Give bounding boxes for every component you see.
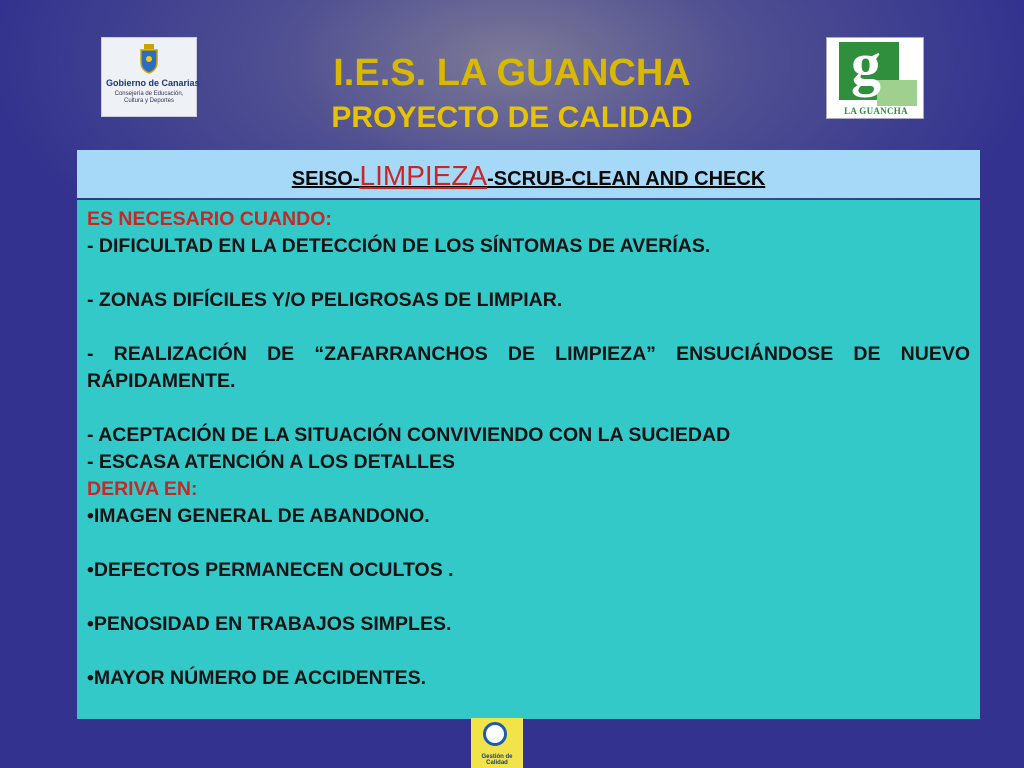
logo-left-name: Gobierno de Canarias bbox=[106, 78, 200, 88]
section-label-deriva: DERIVA EN: bbox=[87, 478, 198, 500]
logo-left-text: Consejería de Educación, Cultura y Deportes bbox=[114, 91, 184, 104]
list-item: - ZONAS DIFÍCILES Y/O PELIGROSAS DE LIMPIAR. bbox=[87, 289, 563, 311]
panel-body bbox=[77, 200, 980, 719]
badge-label: Gestión de Calidad bbox=[481, 754, 513, 766]
logo-letter: g bbox=[851, 37, 881, 97]
list-item: - DIFICULTAD EN LA DETECCIÓN DE LOS SÍNTOMAS DE AVERÍAS. bbox=[87, 235, 711, 257]
spacer bbox=[87, 314, 970, 341]
logo-right-name: LA GUANCHA bbox=[844, 106, 908, 116]
la-guancha-logo bbox=[826, 37, 924, 119]
spacer bbox=[87, 584, 970, 611]
spacer bbox=[87, 638, 970, 665]
heading-text bbox=[77, 160, 980, 192]
quality-ring-icon bbox=[483, 722, 507, 746]
spacer bbox=[87, 395, 970, 422]
bullet-item: •MAYOR NÚMERO DE ACCIDENTES. bbox=[87, 667, 427, 689]
panel-heading bbox=[77, 150, 980, 198]
page-subtitle: PROYECTO DE CALIDAD bbox=[331, 101, 693, 134]
gobierno-de-canarias-logo bbox=[101, 37, 200, 117]
spacer bbox=[87, 260, 970, 287]
page-title: I.E.S. LA GUANCHA bbox=[333, 52, 691, 94]
spacer bbox=[87, 530, 970, 557]
bullet-item: •DEFECTOS PERMANECEN OCULTOS . bbox=[87, 559, 454, 581]
bullet-item: •IMAGEN GENERAL DE ABANDONO. bbox=[87, 505, 430, 527]
quality-badge bbox=[471, 718, 523, 768]
crest-icon bbox=[138, 44, 160, 74]
heading-suffix: -SCRUB-CLEAN AND CHECK bbox=[487, 168, 766, 190]
list-item: - REALIZACIÓN DE “ZAFARRANCHOS DE LIMPIEZA” ENSUCIÁNDOSE DE NUEVO RÁPIDAMENTE. bbox=[87, 343, 970, 392]
logo-block-light bbox=[877, 80, 917, 106]
list-item: - ACEPTACIÓN DE LA SITUACIÓN CONVIVIENDO CON LA SUCIEDAD bbox=[87, 424, 731, 446]
list-item: - ESCASA ATENCIÓN A LOS DETALLES bbox=[87, 451, 455, 473]
heading-prefix: SEISO- bbox=[291, 168, 360, 190]
section-label-necesario: ES NECESARIO CUANDO: bbox=[87, 208, 332, 230]
heading-highlight: LIMPIEZA bbox=[359, 160, 488, 191]
bullet-item: •PENOSIDAD EN TRABAJOS SIMPLES. bbox=[87, 613, 452, 635]
